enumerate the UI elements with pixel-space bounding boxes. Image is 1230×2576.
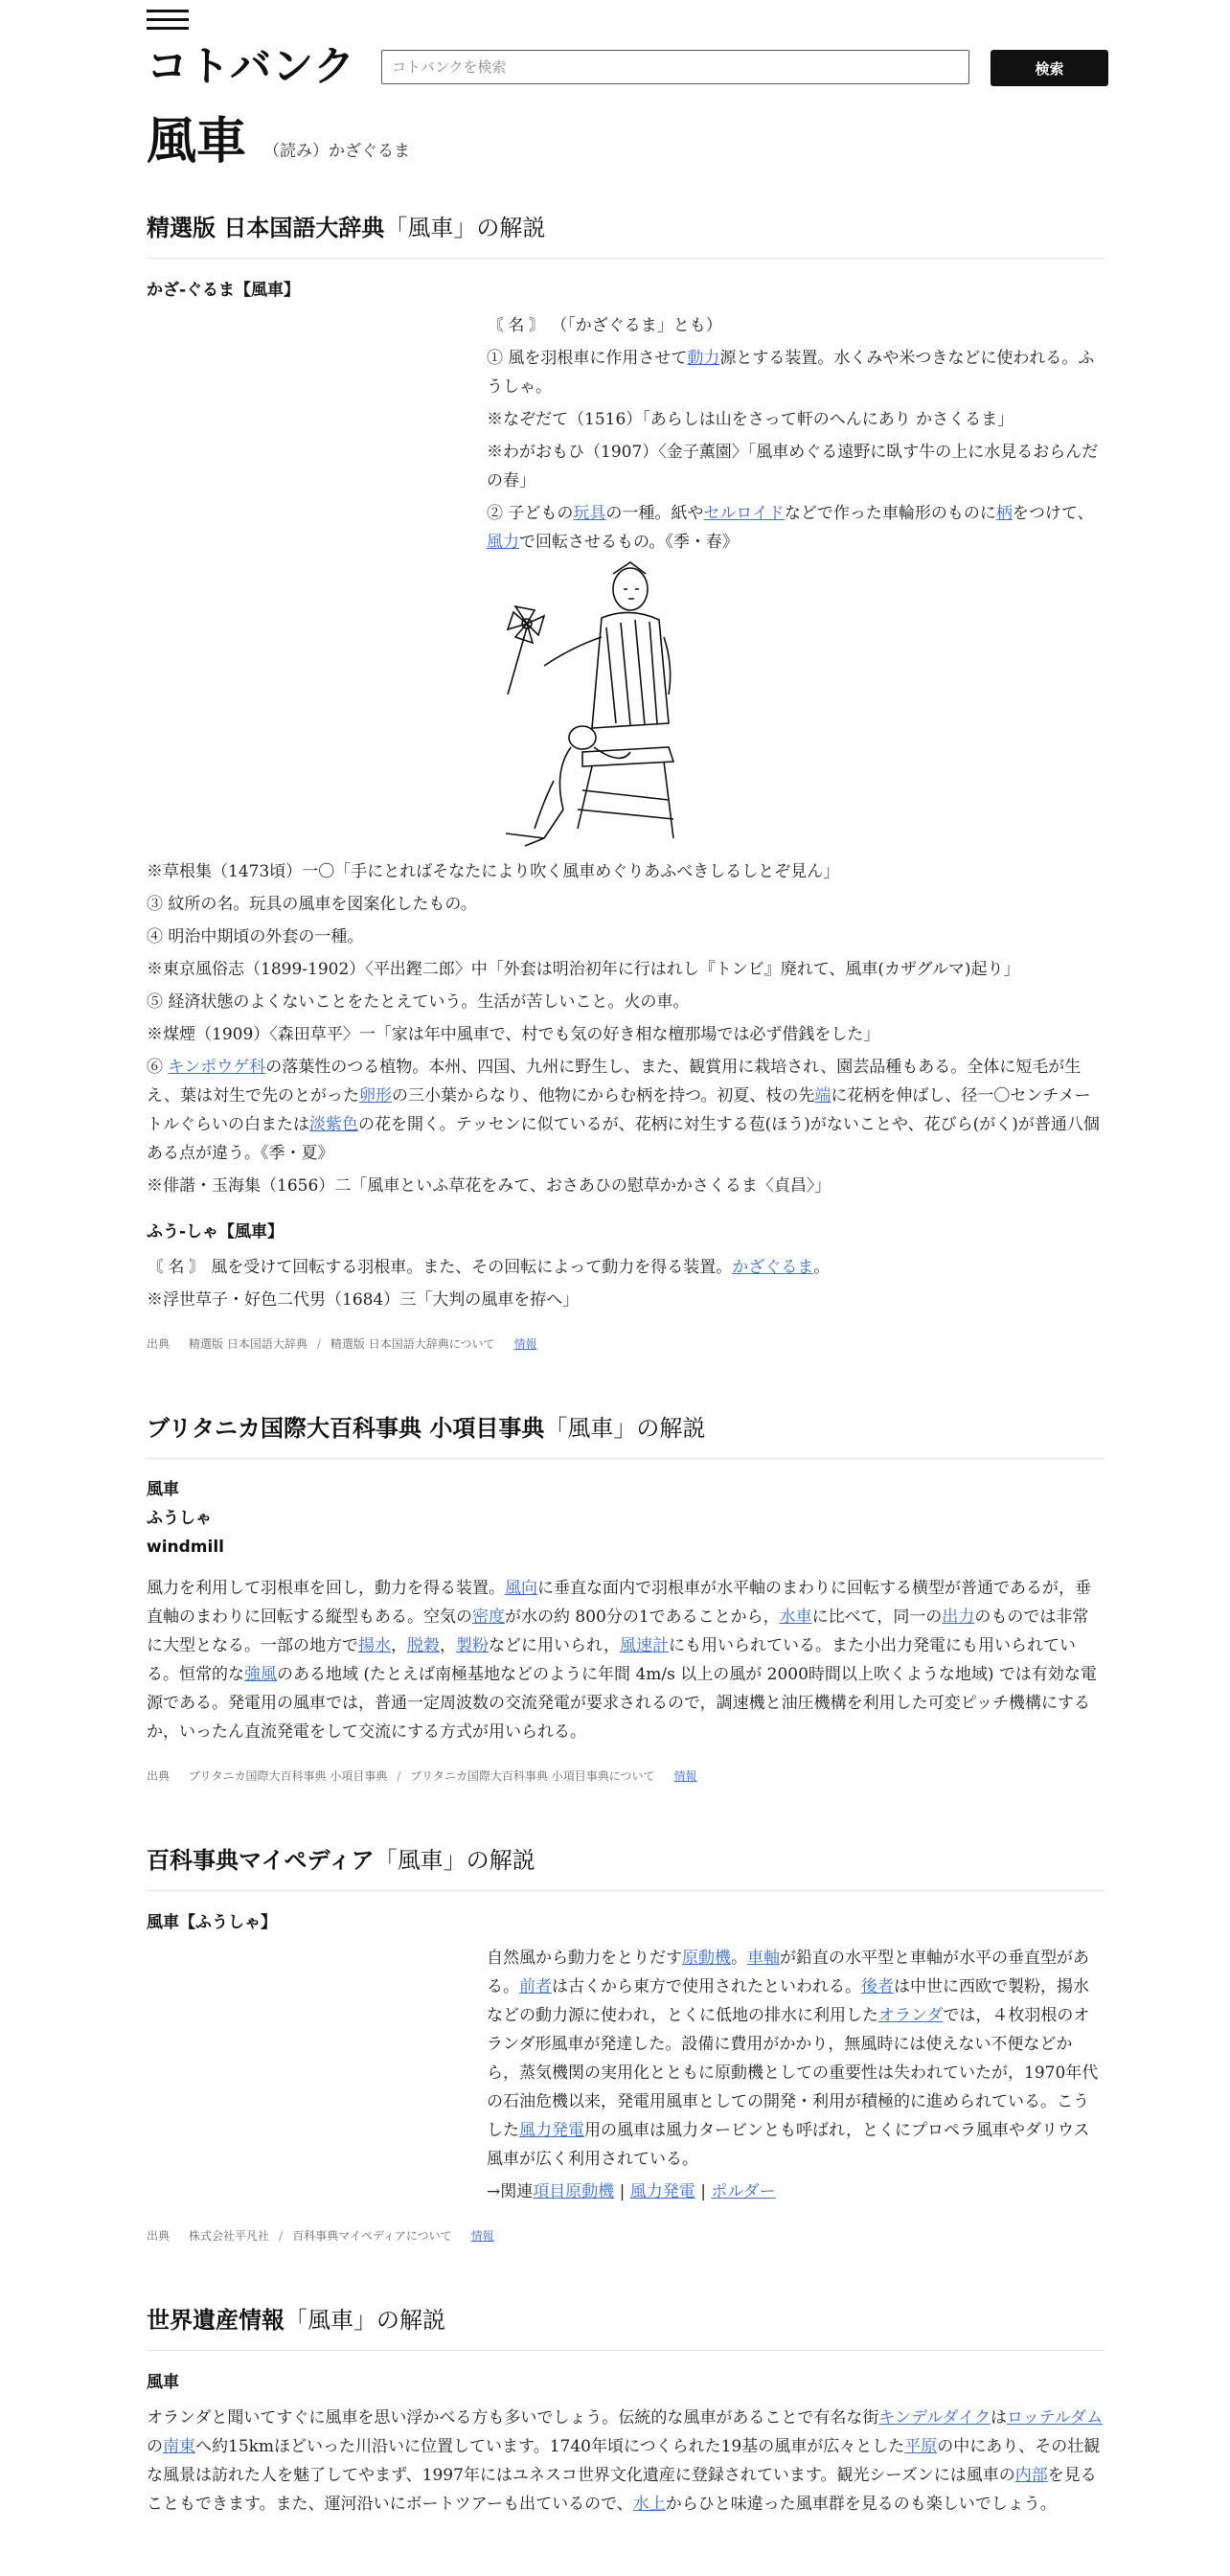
related-link-polder[interactable]: ポルダー (711, 2182, 776, 2201)
source-line: 出典 精選版 日本国語大辞典 / 精選版 日本国語大辞典について 情報 (147, 1337, 537, 1351)
quote: ※わがおもひ（1907）〈金子薫園〉「風車めぐる遠野に臥す牛の上に水見るおらんだの春」 (487, 443, 1099, 490)
dictionary-name: ブリタニカ国際大百科事典 小項目事典 (147, 1415, 545, 1442)
source-line: 出典 株式会社平凡社 / 百科事典マイペディアについて 情報 (147, 2229, 494, 2243)
related-link-fuuryoku[interactable]: 風力発電 (629, 2182, 695, 2201)
headword: 風車 (147, 2373, 179, 2392)
link-celluloid[interactable]: セルロイド (703, 504, 785, 523)
definition-text: 〘 名 〙 （「かざぐるま」とも） (487, 316, 722, 335)
illustration-pinwheel (487, 560, 678, 848)
info-link[interactable]: 情報 (673, 1769, 697, 1783)
headword-english: windmill (147, 1538, 224, 1557)
section-seisen (147, 209, 1105, 1352)
section-title-suffix: 「風車」の解説 (285, 2307, 445, 2334)
source-line: 出典 ブリタニカ国際大百科事典 小項目事典 / ブリタニカ国際大百科事典 小項目事典について 情報 (147, 1769, 697, 1783)
link-mitsudo[interactable]: 密度 (472, 1607, 505, 1627)
dictionary-name: 精選版 日本国語大辞典 (147, 215, 385, 241)
headword: ふう‐しゃ【風車】 (147, 1222, 285, 1242)
quote: ※草根集（1473頃）一〇「手にとればそなたにより吹く風車めぐりあふべきしるしとぞ見ん」 (147, 862, 840, 881)
headword: かざ‐ぐるま【風車】 (147, 281, 301, 300)
link-kousha[interactable]: 後者 (861, 1977, 894, 1996)
link-e[interactable]: 柄 (995, 504, 1013, 523)
link-rotterdam[interactable]: ロッテルダム (1006, 2408, 1104, 2428)
related-link-gendouki[interactable]: 項目原動機 (533, 2182, 615, 2201)
dictionary-name: 百科事典マイペディア (147, 1847, 375, 1874)
reading: （読み）かざぐるま (263, 142, 411, 161)
menu-icon[interactable] (147, 10, 189, 31)
link-kyoufuu[interactable]: 強風 (244, 1665, 277, 1684)
section-world-heritage (147, 2301, 1105, 2519)
definition-3: ③ 紋所の名。玩具の風車を図案化したもの。 (147, 895, 477, 914)
definition-1: ① 風を羽根車に作用させて動力源とする装置。水くみや米つきなどに使われる。ふうしゃ。 (487, 349, 1095, 397)
link-tan[interactable]: 端 (814, 1086, 831, 1106)
entry-word: 風車 (147, 113, 247, 171)
link-fuuryoku[interactable]: 風力 (487, 533, 519, 552)
section-title (147, 209, 1105, 259)
section-title-suffix: 「風車」の解説 (544, 1415, 706, 1442)
info-link[interactable]: 情報 (470, 2229, 494, 2243)
link-rankei[interactable]: 卵形 (359, 1086, 393, 1106)
link-kinpouge[interactable]: キンポウゲ科 (168, 1058, 266, 1077)
section-title-suffix: 「風車」の解説 (374, 1847, 535, 1874)
link-tanshi[interactable]: 淡紫色 (309, 1115, 358, 1134)
quote: ※東京風俗志（1899‐1902）〈平出鏗二郎〉中「外套は明治初年に行はれし『トンビ』廃れて、風車(カザグルマ)起り」 (147, 960, 1020, 979)
article-text: 自然風から動力をとりだす原動機。車軸が鉛直の水平型と車軸が水平の垂直型がある。前者は古くから東方で使用されたといわれる。後者は中世に西欧で製粉，揚水などの動力源に使われ，とくに低地の排水に利用したオランダでは，４枚羽根のオランダ形風車が発達した。設備に費用がかかり，無風時には使えない不便などから，蒸気機関の実用化とともに原動機としての重要性は失われていたが，1970年代の石油危機以来，発電用風車としての開発・利用が積極的に進められている。こうした風力発電用の風車は風力タービンとも呼ばれ，とくにプロペラ風車やダリウス風車が広く利用されている。 (487, 1949, 1099, 2169)
headword: 風車【ふうしゃ】 (147, 1913, 277, 1932)
link-suisha[interactable]: 水車 (779, 1607, 812, 1627)
link-seifun[interactable]: 製粉 (456, 1636, 489, 1655)
link-kazaguruma[interactable]: かざぐるま (732, 1258, 814, 1277)
link-dakkoku[interactable]: 脱穀 (407, 1636, 440, 1655)
section-britannica (147, 1409, 1105, 1784)
link-fuusokukei[interactable]: 風速計 (620, 1636, 670, 1655)
link-naibu[interactable]: 内部 (1014, 2466, 1048, 2485)
info-link[interactable]: 情報 (513, 1337, 537, 1351)
section-title (147, 1841, 1105, 1891)
definition-4: ④ 明治中期頃の外套の一種。 (147, 927, 364, 946)
article-text: オランダと聞いてすぐに風車を思い浮かべる方も多いでしょう。伝統的な風車があることで有名な街キンデルダイクはロッテルダムの南東へ約15kmほどいった川沿いに位置しています。1740年頃につくられた19基の風車が広々とした平原の中にあり、その壮観な風景は訪れた人を魅了してやまず、1997年にはユネスコ世界文化遺産に登録されています。観光シーズンには風車の内部を見ることもできます。また、運河沿いにボートツアーも出ているので、水上からひと味違った風車群を見るのも楽しいでしょう。 (147, 2408, 1104, 2514)
link-shutsuryoku[interactable]: 出力 (942, 1607, 975, 1627)
quote: ※浮世草子・好色二代男（1684）三「大判の風車を拵へ」 (147, 1290, 580, 1310)
section-title-suffix: 「風車」の解説 (384, 215, 546, 241)
related-links: →関連項目原動機 | 風力発電 | ポルダー (487, 2182, 776, 2201)
headword-reading: ふうしゃ (147, 1509, 212, 1528)
link-yousui[interactable]: 揚水 (358, 1636, 391, 1655)
headword: 風車 (147, 1480, 179, 1499)
link-kinderdijk[interactable]: キンデルダイク (878, 2408, 991, 2428)
page-title (147, 113, 410, 171)
link-douryoku[interactable]: 動力 (687, 349, 720, 368)
definition-2: ② 子どもの玩具の一種。紙やセルロイドなどで作った車輪形のものに柄をつけて、風力で回転させるもの。《季・春》 (487, 504, 1094, 552)
search-button[interactable]: 検索 (991, 50, 1108, 86)
dictionary-name: 世界遺産情報 (147, 2307, 285, 2334)
definition-6: ⑥ キンポウゲ科の落葉性のつる植物。本州、四国、九州に野生し、また、観賞用に栽培され、園芸品種もある。全体に短毛が生え、葉は対生で先のとがった卵形の三小葉からなり、他物にからむ柄を持つ。初夏、枝の先端に花柄を伸ばし、径一〇センチメートルぐらいの白または淡紫色の花を開く。テッセンに似ているが、花柄に対生する苞(ほう)がないことや、花びら(がく)が普通八個ある点が違う。《季・夏》 (147, 1058, 1100, 1163)
link-oranda[interactable]: オランダ (878, 2006, 944, 2025)
definition-fuusha: 〘 名 〙 風を受けて回転する羽根車。また、その回転によって動力を得る装置。かざぐるま。 (147, 1258, 831, 1277)
link-suijou[interactable]: 水上 (632, 2495, 666, 2514)
link-zensha[interactable]: 前者 (519, 1977, 552, 1996)
link-nantou[interactable]: 南東 (163, 2437, 195, 2456)
link-gendouki[interactable]: 原動機 (682, 1949, 731, 1968)
section-title (147, 2301, 1105, 2351)
definition-5: ⑤ 経済状態のよくないことをたとえていう。生活が苦しいこと。火の車。 (147, 992, 690, 1012)
search-input[interactable] (381, 50, 969, 84)
article-text: 風力を利用して羽根車を回し，動力を得る装置。風向に垂直な面内で羽根車が水平軸のまわりに回転する横型が普通であるが，垂直軸のまわりに回転する縦型もある。空気の密度が水の約 800分の1であることから，水車に比べて，同一の出力のものでは非常に大型となる。一部の地方で揚水，脱穀，製粉などに用いられ，風速計にも用いられている。また小出力発電にも用いられている。恒常的な強風のある地域 (たとえば南極基地などのように年間 4m/s 以上の風が 2000時間以上吹くような地域) では有効な電源である。発電用の風車では，普通一定周波数の交流発電が要求されるので，調速機と油圧機構を利用した可変ピッチ機構にするか，いったん直流発電をして交流にする方式が用いられる。 (147, 1579, 1097, 1742)
quote: ※俳諧・玉海集（1656）二「風車といふ草花をみて、おさあひの慰草かかさくるま〈貞昌〉」 (147, 1176, 831, 1196)
quote: ※煤煙（1909）〈森田草平〉一「家は年中風車で、村でも気の好き相な檀那場では必ず借銭をした」 (147, 1025, 880, 1044)
link-fuukou[interactable]: 風向 (505, 1579, 537, 1598)
section-title (147, 1409, 1105, 1459)
link-shajiku[interactable]: 車軸 (747, 1949, 780, 1968)
section-mypedia (147, 1841, 1105, 2244)
quote: ※なぞだて（1516）「あらしは山をさって軒のへんにあり かさくるま」 (487, 410, 1014, 429)
link-fuuryoku-hatsuden[interactable]: 風力発電 (519, 2121, 584, 2140)
link-gangu[interactable]: 玩具 (573, 504, 606, 523)
link-heigen[interactable]: 平原 (904, 2437, 938, 2456)
site-logo[interactable]: コトバンク (147, 43, 356, 91)
